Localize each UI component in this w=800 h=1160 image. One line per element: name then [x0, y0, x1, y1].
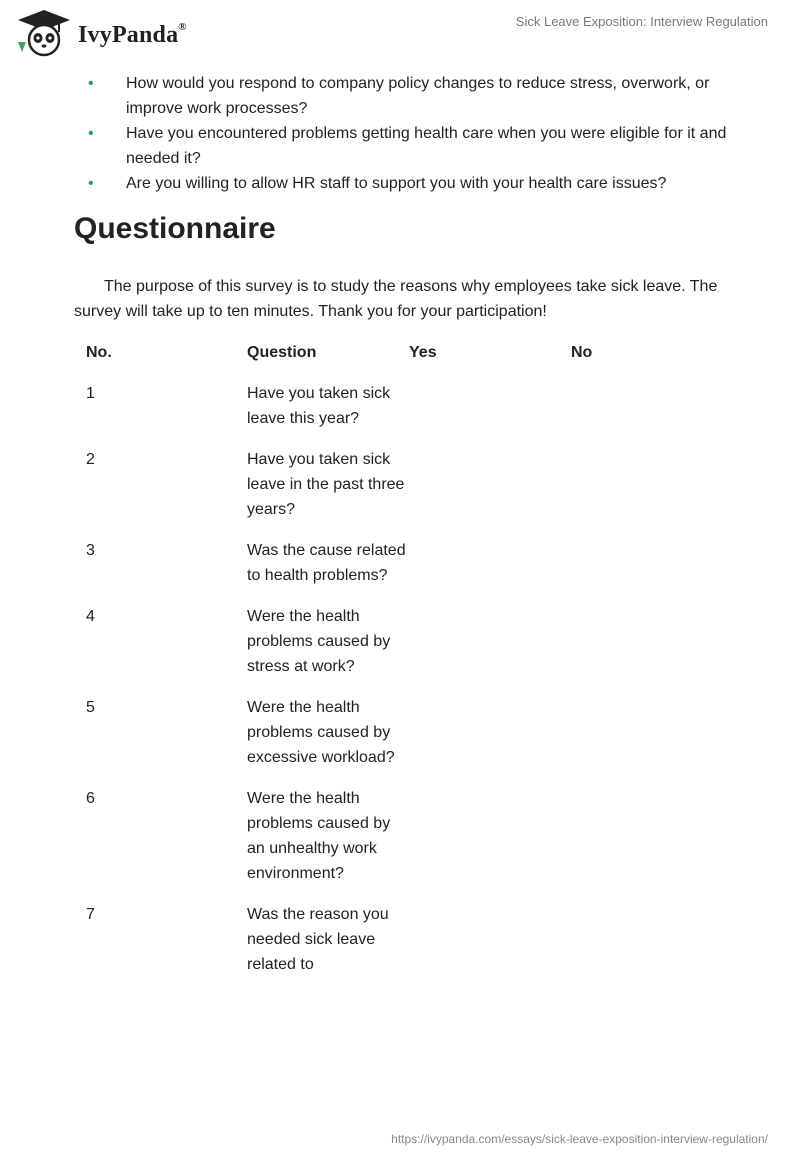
document-title: Sick Leave Exposition: Interview Regulation	[515, 14, 768, 29]
yes-cell[interactable]	[409, 695, 571, 770]
table-row	[86, 538, 736, 588]
page-header	[0, 0, 800, 62]
row-question: Were the health problems caused by an unhealthy work environment?	[247, 790, 391, 882]
no-cell[interactable]	[571, 902, 733, 977]
no-cell[interactable]	[571, 447, 733, 522]
brand-name: IvyPanda®	[78, 21, 187, 48]
yes-cell[interactable]	[409, 786, 571, 886]
table-row	[86, 902, 736, 977]
row-question: Have you taken sick leave in the past three years?	[247, 451, 405, 518]
row-number: 3	[86, 542, 95, 559]
yes-cell[interactable]	[409, 447, 571, 522]
table-row	[86, 381, 736, 431]
row-number: 7	[86, 906, 95, 923]
no-cell[interactable]	[571, 786, 733, 886]
list-item: • Are you willing to allow HR staff to support you with your health care issues?	[88, 171, 738, 196]
row-question: Have you taken sick leave this year?	[247, 385, 391, 427]
row-question: Was the cause related to health problems?	[247, 542, 406, 584]
source-url-link[interactable]: https://ivypanda.com/essays/sick-leave-exposition-interview-regulation/	[391, 1132, 768, 1146]
questionnaire-table	[86, 340, 736, 993]
table-header-row	[86, 340, 736, 365]
bullet-icon: •	[88, 75, 94, 92]
column-header-no-answer: No	[571, 344, 593, 361]
row-number: 4	[86, 608, 95, 625]
section-heading: Questionnaire	[74, 212, 276, 245]
no-cell[interactable]	[571, 604, 733, 679]
row-number: 6	[86, 790, 95, 807]
row-question: Were the health problems caused by excessive workload?	[247, 699, 395, 766]
bullet-icon: •	[88, 125, 94, 142]
yes-cell[interactable]	[409, 902, 571, 977]
row-question: Were the health problems caused by stress at work?	[247, 608, 391, 675]
question-bullet-list	[88, 71, 738, 196]
yes-cell[interactable]	[409, 604, 571, 679]
bullet-icon: •	[88, 175, 94, 192]
no-cell[interactable]	[571, 381, 733, 431]
row-number: 1	[86, 385, 95, 402]
brand-logo[interactable]	[14, 8, 187, 63]
table-row	[86, 786, 736, 886]
list-item: • How would you respond to company policy changes to reduce stress, overwork, or improve work processes?	[88, 71, 738, 121]
yes-cell[interactable]	[409, 538, 571, 588]
table-row	[86, 447, 736, 522]
intro-paragraph: The purpose of this survey is to study the reasons why employees take sick leave. The survey will take up to ten minutes. Thank you for your participation!	[74, 278, 718, 320]
no-cell[interactable]	[571, 538, 733, 588]
column-header-question: Question	[247, 344, 317, 361]
no-cell[interactable]	[571, 695, 733, 770]
row-question: Was the reason you needed sick leave related to	[247, 906, 389, 973]
table-row	[86, 695, 736, 770]
row-number: 5	[86, 699, 95, 716]
column-header-yes: Yes	[409, 344, 437, 361]
panda-logo-icon	[14, 8, 74, 63]
table-row	[86, 604, 736, 679]
yes-cell[interactable]	[409, 381, 571, 431]
column-header-no: No.	[86, 344, 112, 361]
row-number: 2	[86, 451, 95, 468]
list-item: • Have you encountered problems getting health care when you were eligible for it and needed it?	[88, 121, 738, 171]
